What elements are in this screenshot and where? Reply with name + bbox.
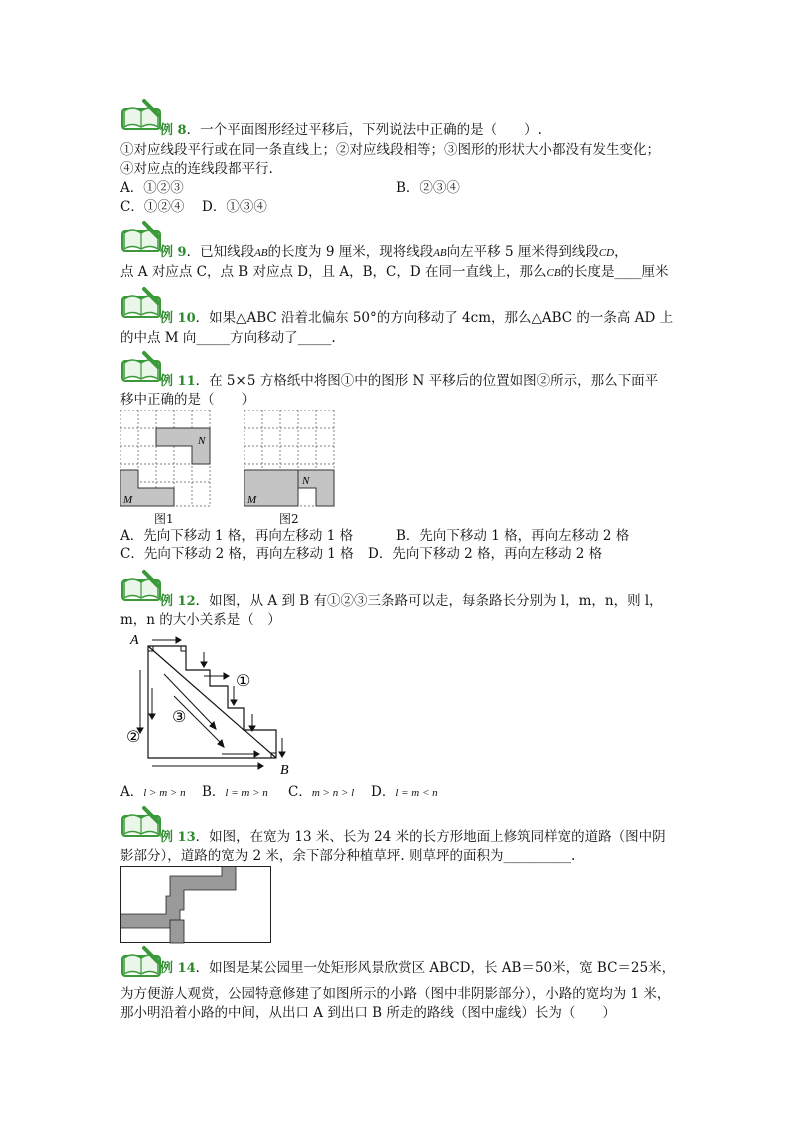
example-8-option-b[interactable]: B．②③④	[396, 180, 460, 196]
book-pencil-icon	[120, 285, 164, 319]
book-pencil-icon	[120, 568, 164, 602]
example-14-label: 例 14	[160, 961, 196, 976]
example-13-label: 例 13	[160, 830, 196, 845]
figure-1-caption: 图1	[154, 512, 174, 526]
book-pencil-icon	[120, 219, 164, 253]
shape-m-and-n	[244, 470, 334, 506]
example-12-label: 例 12	[160, 594, 196, 609]
example-11-option-d[interactable]: D．先向下移动 2 格，再向左移动 2 格	[368, 546, 603, 562]
example-8-option-d[interactable]: D．①③④	[202, 199, 267, 215]
point-b-label: B	[280, 763, 289, 776]
example-10-stem: ．如果△ABC 沿着北偏东 50°的方向移动了 4cm，那么△ABC 的一条高 AD 上	[195, 310, 674, 326]
example-13-question	[160, 829, 666, 846]
example-14-line-3: 那小明沿着小路的中间，从出口 A 到出口 B 所走的路线（图中虚线）长为（ ）	[120, 1005, 616, 1021]
example-10-question	[160, 310, 673, 327]
point-a-label: A	[130, 633, 139, 648]
example-9-stem-4: ，	[614, 244, 628, 260]
figure-2-caption: 图2	[279, 512, 299, 526]
example-11-stem: ．在 5×5 方格纸中将图①中的图形 N 平移后的位置如图②所示，那么下面平	[195, 373, 659, 389]
example-11-option-c[interactable]: C．先向下移动 2 格，再向左移动 1 格	[120, 546, 354, 562]
segment-cd: CD	[598, 247, 615, 259]
example-9-question	[160, 244, 628, 262]
example-8-label: 例 8	[160, 123, 187, 138]
example-8-statements-1: ①对应线段平行或在同一条直线上；②对应线段相等；③图形的形状大小都没有发生变化；	[120, 142, 660, 158]
label-m: M	[247, 494, 257, 506]
road-vertical	[170, 920, 184, 943]
example-11-option-b[interactable]: B．先向下移动 1 格，再向左移动 2 格	[396, 528, 630, 544]
example-10-line-2: 的中点 M 向_____方向移动了_____.	[120, 330, 336, 346]
grid-figure-2	[244, 410, 336, 508]
example-12-option-b[interactable]: B．l = m > n	[202, 784, 268, 800]
example-13-stem: ．如图，在宽为 13 米、长为 24 米的长方形地面上修筑同样宽的道路（图中阴	[195, 829, 666, 845]
book-pencil-icon	[120, 804, 164, 838]
book-pencil-icon	[120, 349, 164, 383]
example-8-option-a[interactable]: A．①②③	[120, 180, 184, 196]
example-9-line-2	[120, 264, 669, 282]
example-12-stem: ．如图，从 A 到 B 有①②③三条路可以走，每条路长分别为 l，m，n，则 l，	[195, 593, 663, 609]
label-n: N	[198, 435, 206, 447]
label-n: N	[302, 475, 310, 487]
example-9-stem-1: ．已知线段	[186, 244, 255, 260]
example-9-label: 例 9	[160, 245, 187, 260]
segment-ab: AB	[254, 247, 268, 259]
example-8-stem: ．一个平面图形经过平移后，下列说法中正确的是（ ）.	[186, 122, 542, 138]
route-2-label: ②	[126, 727, 141, 746]
example-9-line-2b: 的长度是____厘米	[560, 264, 669, 280]
example-14-line-2: 为方便游人观赏，公园特意修建了如图所示的小路（图中非阴影部分），小路的宽均为 1 米，	[120, 986, 671, 1002]
road-diagram	[120, 866, 272, 944]
example-11-line-2: 移中正确的是（ ）	[120, 392, 255, 408]
path-diagram	[124, 630, 300, 776]
example-10-label: 例 10	[160, 311, 196, 326]
example-11-label: 例 11	[160, 374, 196, 389]
example-11-question	[160, 373, 658, 390]
example-13-line-2: 影部分），道路的宽为 2 米，余下部分种植草坪. 则草坪的面积为__________.	[120, 848, 576, 864]
book-pencil-icon	[120, 97, 164, 131]
segment-cb: CB	[546, 267, 561, 279]
example-14-stem: ．如图是某公园里一处矩形风景欣赏区 ABCD，长 AB＝50米，宽 BC＝25米，	[195, 960, 676, 976]
example-8-option-c[interactable]: C．①②④	[120, 199, 185, 215]
example-14-question	[160, 960, 675, 977]
example-8-statements-2: ④对应点的连线段都平行.	[120, 161, 273, 177]
example-9-line-2a: 点 A 对应点 C，点 B 对应点 D，且 A，B，C，D 在同一直线上，那么	[120, 264, 547, 280]
book-pencil-icon	[120, 944, 164, 978]
example-9-stem-3: 向左平移 5 厘米得到线段	[446, 244, 599, 260]
example-12-option-d[interactable]: D．l = m < n	[371, 784, 438, 800]
label-m: M	[123, 494, 133, 506]
grid-figure-1	[120, 410, 212, 508]
segment-ab: AB	[433, 247, 447, 259]
example-8-question	[160, 122, 542, 139]
example-11-option-a[interactable]: A．先向下移动 1 格，再向左移动 1 格	[120, 528, 354, 544]
example-12-line-2: m，n 的大小关系是（ ）	[120, 612, 281, 628]
example-12-option-a[interactable]: A．l > m > n	[120, 784, 186, 800]
example-12-option-c[interactable]: C．m > n > l	[288, 784, 355, 800]
route-1-label: ①	[236, 671, 251, 690]
example-12-question	[160, 593, 663, 610]
example-9-stem-2: 的长度为 9 厘米，现将线段	[267, 244, 434, 260]
route-3-label: ③	[172, 707, 187, 726]
